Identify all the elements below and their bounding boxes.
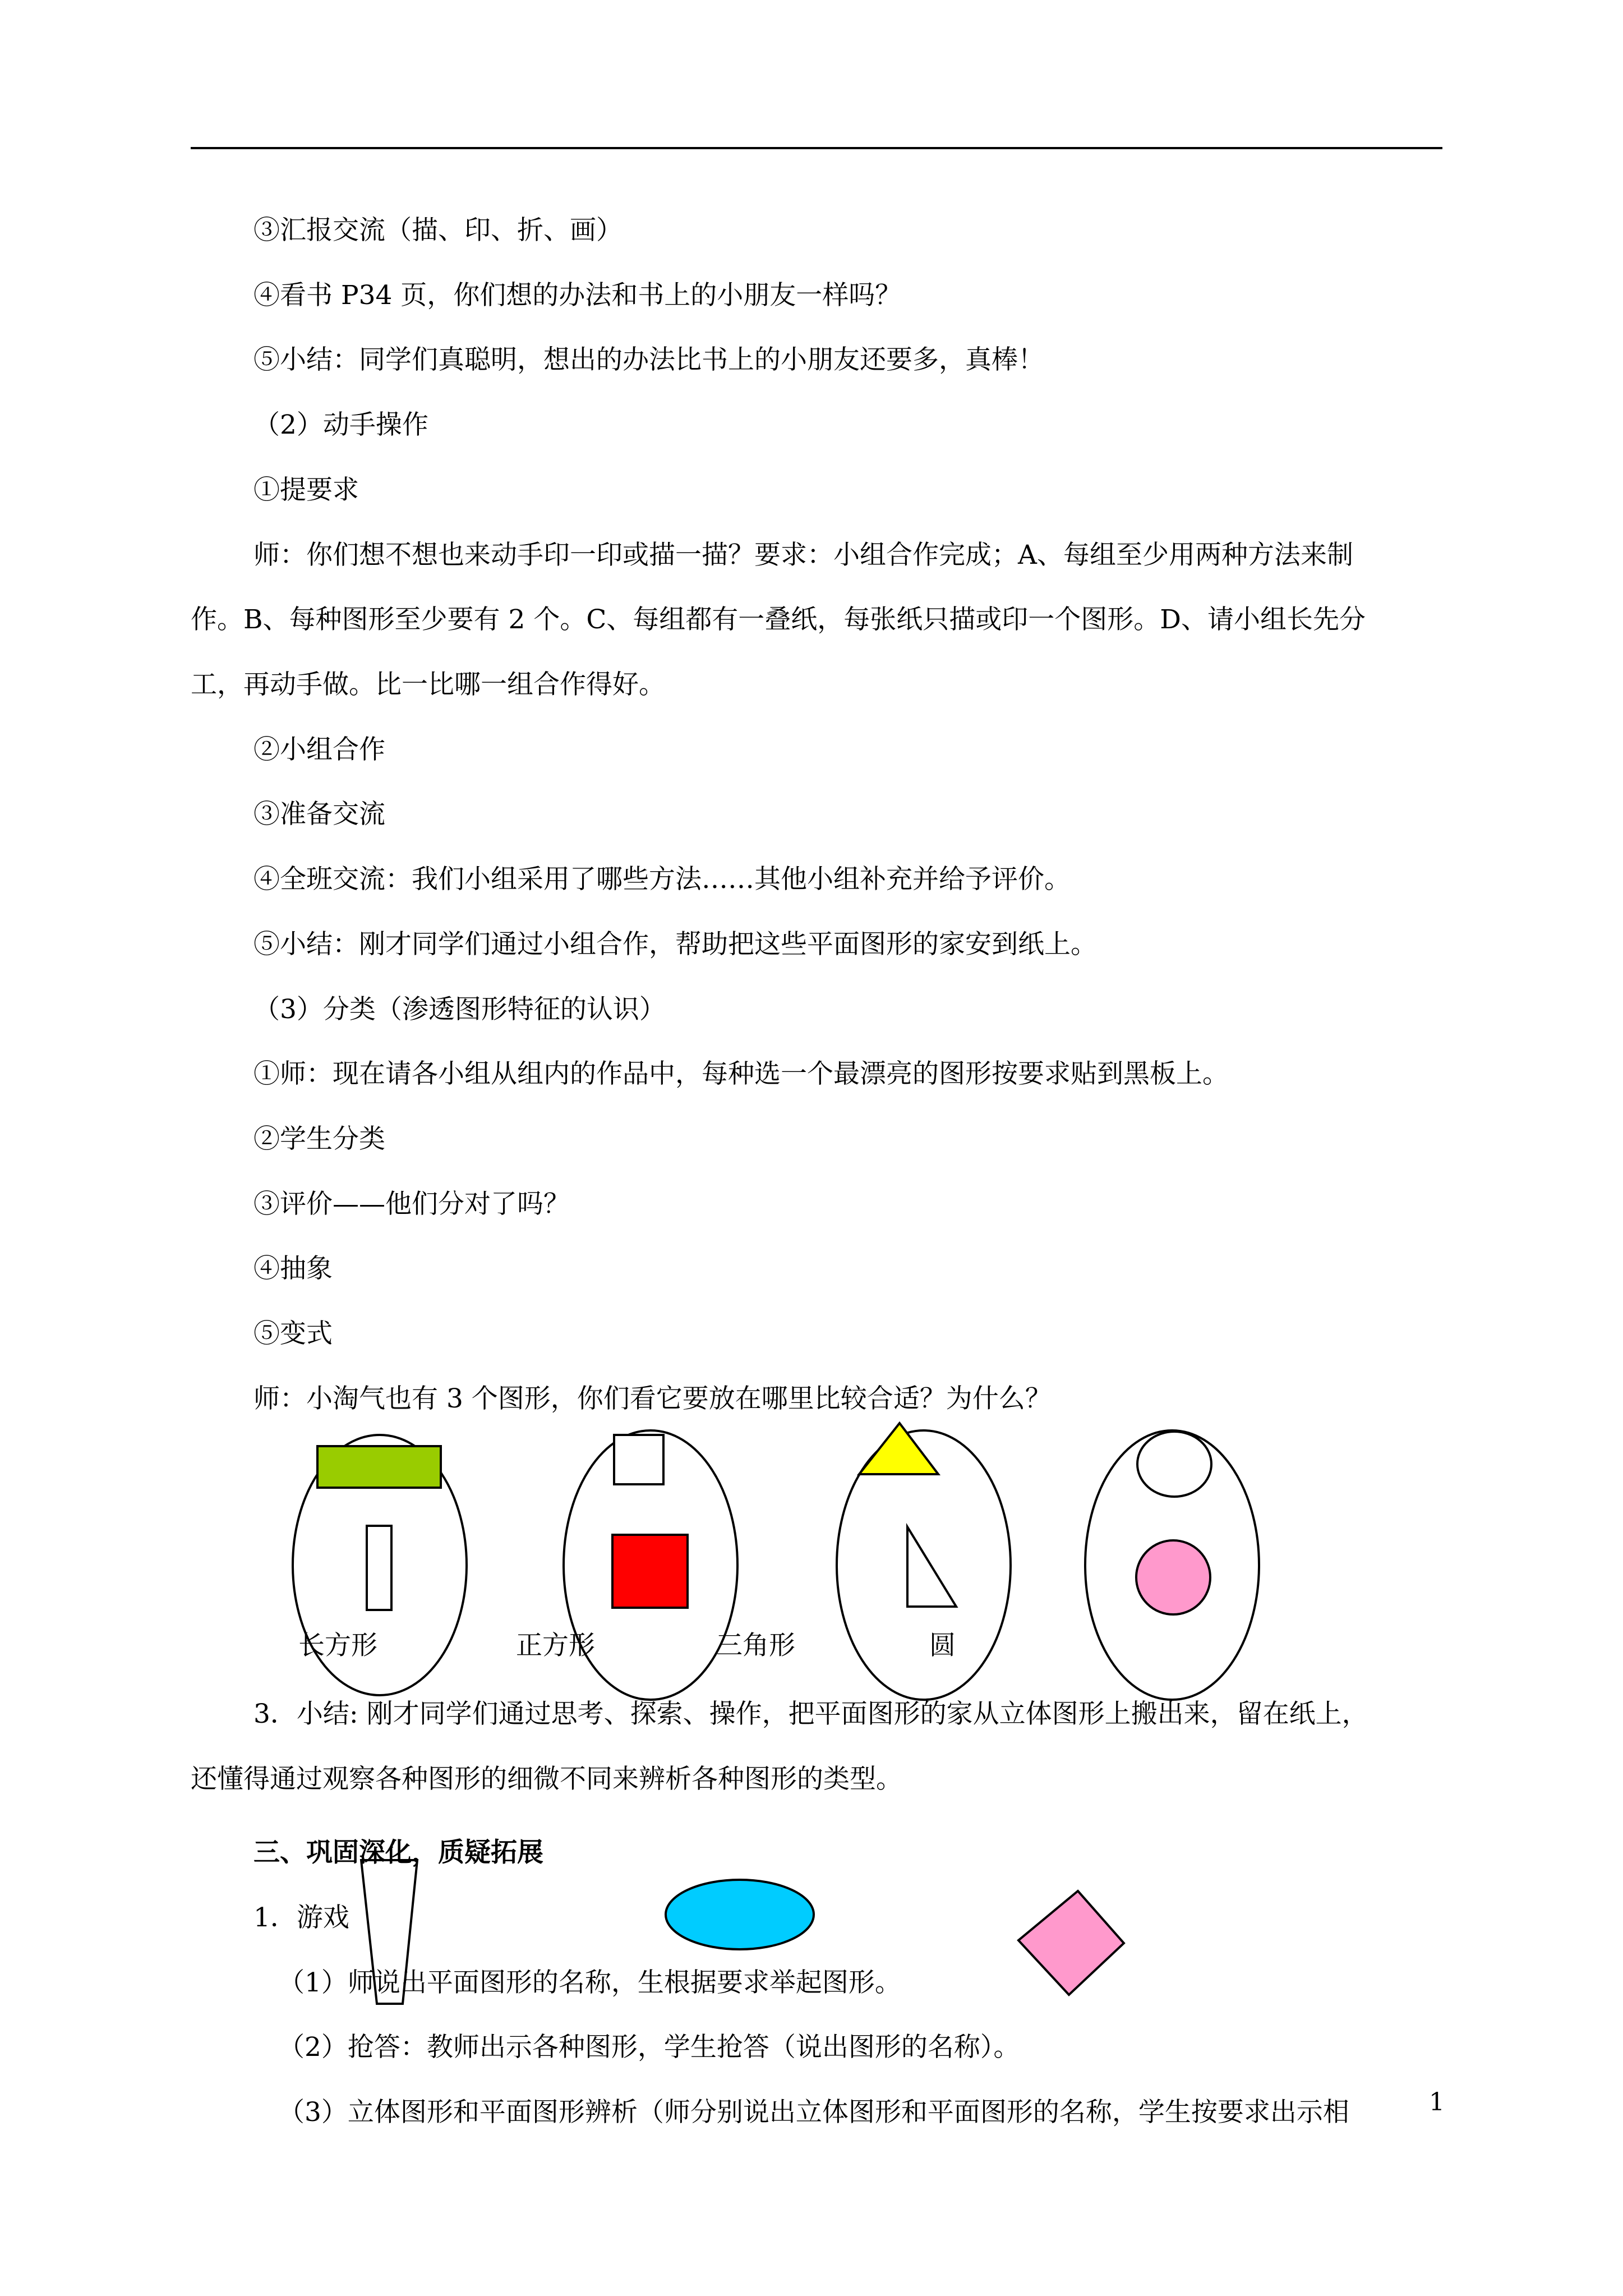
game-line: （3）立体图形和平面图形辨析（师分别说出立体图形和平面图形的名称，学生按要求出示相 <box>278 2097 1349 2128</box>
right-triangle <box>907 1527 956 1607</box>
text-line: ⑤小结：同学们真聪明，想出的办法比书上的小朋友还要多，真棒！ <box>253 344 1044 375</box>
text-line: ④抽象 <box>253 1253 333 1284</box>
white-square <box>614 1435 663 1484</box>
text-line: ①提要求 <box>253 475 359 505</box>
text-line: 作。B、每种图形至少要有 2 个。C、每组都有一叠纸，每张纸只描或印一个图形。D、请小组长先分 <box>191 604 1366 635</box>
cyan-ellipse <box>666 1880 814 1949</box>
white-circle <box>1137 1432 1211 1497</box>
label-rectangle: 长方形 <box>298 1630 377 1661</box>
game-line: 1．游戏 <box>253 1902 349 1933</box>
summary-line: 3．小结: 刚才同学们通过思考、探索、操作，把平面图形的家从立体图形上搬出来，留在纸上， <box>253 1699 1368 1729</box>
text-line: ⑤小结：刚才同学们通过小组合作，帮助把这些平面图形的家安到纸上。 <box>253 929 1097 960</box>
pink-diamond <box>1018 1891 1124 1995</box>
text-line: ⑤变式 <box>253 1318 333 1349</box>
label-square: 正方形 <box>516 1630 595 1661</box>
text-line: 师：你们想不想也来动手印一印或描一描？要求：小组合作完成；A、每组至少用两种方法来制 <box>253 540 1353 570</box>
green-rectangle <box>317 1446 441 1488</box>
label-circle: 圆 <box>929 1630 956 1661</box>
red-square <box>612 1535 688 1608</box>
label-triangle: 三角形 <box>716 1630 795 1661</box>
text-line: 工，再动手做。比一比哪一组合作得好。 <box>191 669 665 700</box>
text-line: ②学生分类 <box>253 1124 385 1154</box>
text-line: ④全班交流：我们小组采用了哪些方法……其他小组补充并给予评价。 <box>253 864 1071 895</box>
game-line: （1）师说出平面图形的名称，生根据要求举起图形。 <box>278 1967 901 1998</box>
text-line: ②小组合作 <box>253 734 385 765</box>
summary-line: 还懂得通过观察各种图形的细微不同来辨析各种图形的类型。 <box>191 1764 902 1795</box>
text-line: ④看书 P34 页，你们想的办法和书上的小朋友一样吗？ <box>253 280 902 311</box>
text-line: （3）分类（渗透图形特征的认识） <box>253 994 666 1025</box>
text-line: ③准备交流 <box>253 799 385 830</box>
text-line: ③汇报交流（描、印、折、画） <box>253 215 623 246</box>
text-line: 师：小淘气也有 3 个图形，你们看它要放在哪里比较合适？为什么？ <box>253 1383 1052 1414</box>
game-line: （2）抢答：教师出示各种图形，学生抢答（说出图形的名称）。 <box>278 2032 1020 2063</box>
text-line: ③评价——他们分对了吗？ <box>253 1189 570 1220</box>
thin-rectangle <box>367 1526 391 1610</box>
pink-circle <box>1136 1540 1210 1614</box>
text-line: ①师：现在请各小组从组内的作品中，每种选一个最漂亮的图形按要求贴到黑板上。 <box>253 1059 1229 1089</box>
text-line: （2）动手操作 <box>253 409 428 440</box>
page-number: 1 <box>1429 2088 1445 2116</box>
section-heading: 三、巩固深化，质疑拓展 <box>253 1837 543 1868</box>
